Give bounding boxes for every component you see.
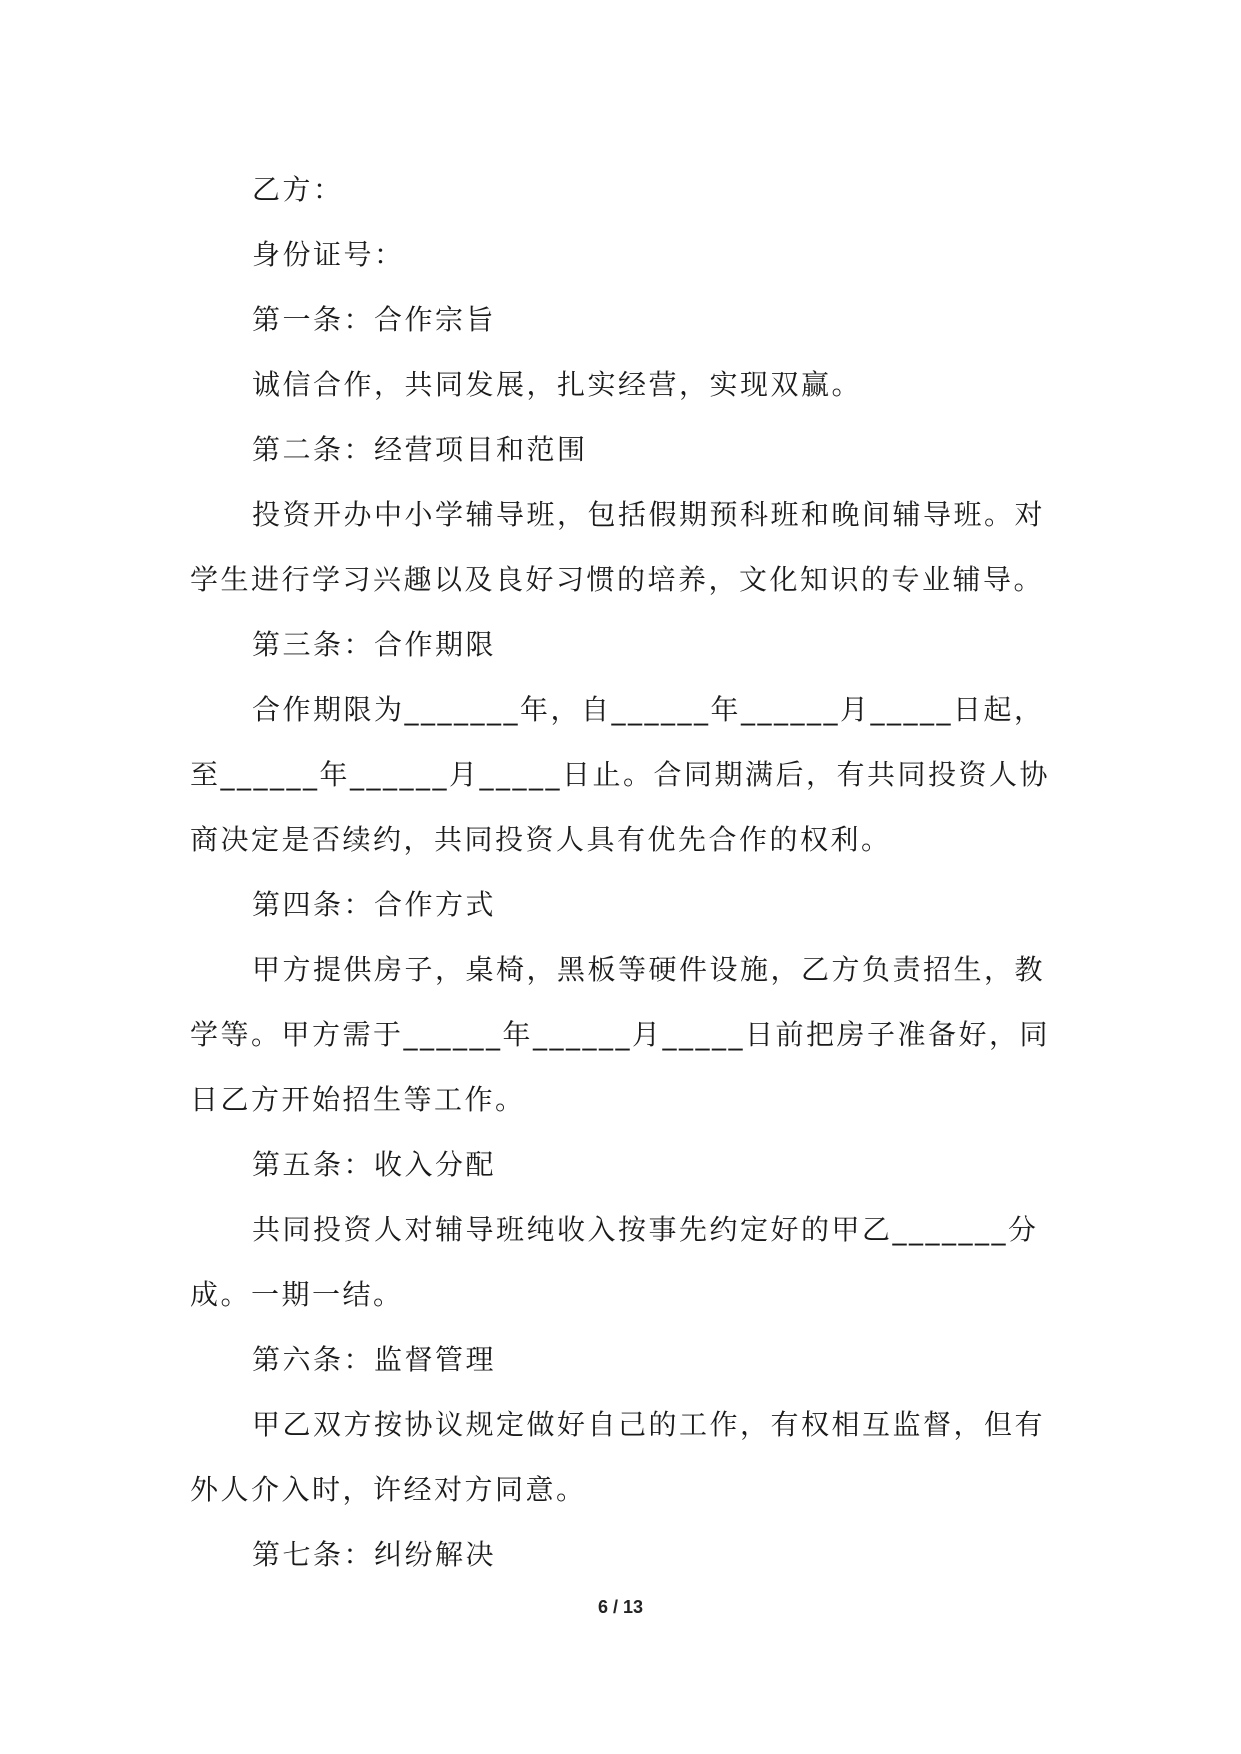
article-7-heading: 第七条：纠纷解决 <box>252 1538 497 1571</box>
article-1-text: 诚信合作，共同发展，扎实经营，实现双赢。 <box>252 368 863 401</box>
paragraph-id-number: 身份证号： <box>252 238 405 271</box>
article-4-text: 甲方提供房子，桌椅，黑板等硬件设施，乙方负责招生，教学等。甲方需于______年______月_____日前把房子准备好，同日乙方开始招生等工作。 <box>190 953 1051 1116</box>
article-3-text: 合作期限为_______年，自______年______月_____日起，至______年______月_____日止。合同期满后，有共同投资人协商决定是否续约，共同投资人具有优先合作的权利。 <box>190 693 1051 856</box>
article-5-heading: 第五条：收入分配 <box>252 1148 497 1181</box>
article-1-heading: 第一条：合作宗旨 <box>252 303 497 336</box>
article-5-text: 共同投资人对辅导班纯收入按事先约定好的甲乙_______分成。一期一结。 <box>190 1213 1039 1311</box>
document-body <box>190 157 1050 1587</box>
article-2-text: 投资开办中小学辅导班，包括假期预科班和晚间辅导班。对学生进行学习兴趣以及良好习惯的培养，文化知识的专业辅导。 <box>190 498 1046 596</box>
paragraph-party-b: 乙方： <box>252 173 344 206</box>
article-2-heading: 第二条：经营项目和范围 <box>252 433 588 466</box>
article-6-text: 甲乙双方按协议规定做好自己的工作，有权相互监督，但有外人介入时，许经对方同意。 <box>190 1408 1046 1506</box>
page-number: 6 / 13 <box>597 1597 644 1617</box>
article-3-heading: 第三条：合作期限 <box>252 628 497 661</box>
article-6-heading: 第六条：监督管理 <box>252 1343 497 1376</box>
article-4-heading: 第四条：合作方式 <box>252 888 497 921</box>
